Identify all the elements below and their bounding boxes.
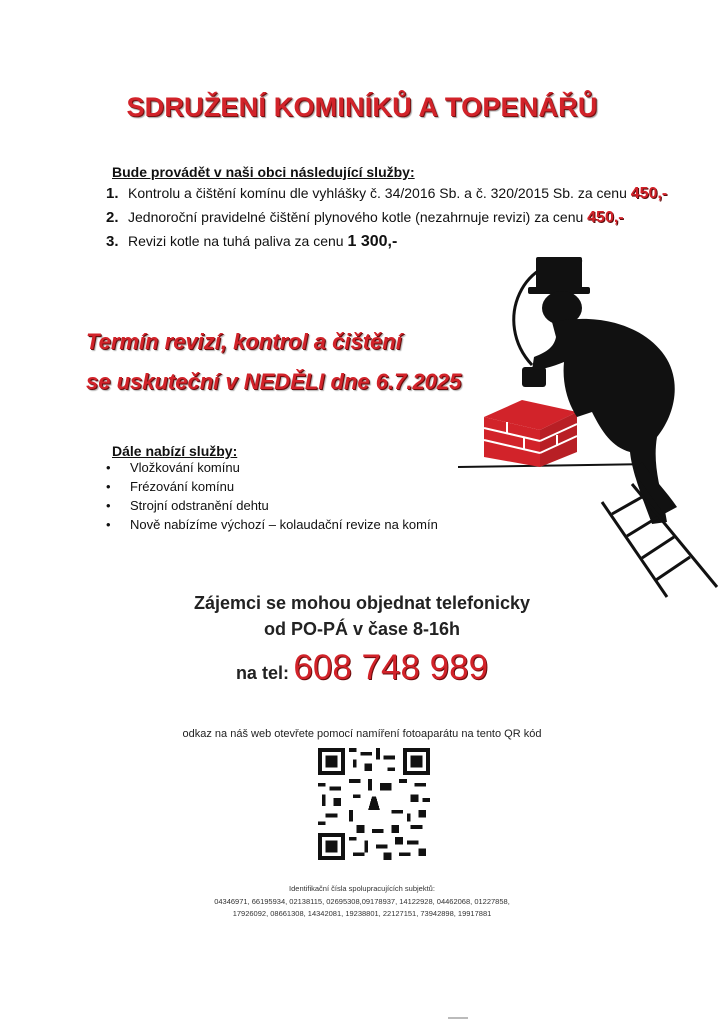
item-text: Jednoroční pravidelné čištění plynového kotle (nezahrnuje revizi) za cenu <box>128 209 588 225</box>
list-item-text: Strojní odstranění dehtu <box>130 498 269 513</box>
bullet-icon: • <box>106 460 111 475</box>
list-item <box>106 477 438 496</box>
scan-mark <box>448 1017 468 1019</box>
contact-info <box>0 590 724 642</box>
services-heading: Bude provádět v naši obci následující služby: <box>112 164 415 180</box>
contact-line-2: od PO-PÁ v čase 8-16h <box>263 619 461 639</box>
bullet-icon: • <box>106 498 111 513</box>
qr-note: odkaz na náš web otevřete pomocí namíření fotoaparátu na tento QR kód <box>182 728 542 740</box>
phone-row <box>0 648 724 688</box>
phone-number: 608 748 989 <box>293 648 489 687</box>
appointment-date-notice <box>86 322 461 402</box>
item-price: 450,- <box>630 185 668 202</box>
chimney-sweep-illustration <box>452 252 724 602</box>
chimney-icon <box>484 400 577 467</box>
chimney-sweep-figure-icon <box>528 257 677 524</box>
phone-label: na tel: <box>235 663 289 683</box>
bullet-icon: • <box>106 517 111 532</box>
termin-line-2: se uskuteční v NEDĚLI dne 6.7.2025 <box>86 369 462 394</box>
contact-line-1: Zájemci se mohou objednat telefonicky <box>193 593 531 613</box>
partner-ids <box>140 896 584 920</box>
list-item <box>106 515 438 534</box>
item-number: 3. <box>106 233 119 250</box>
page-title: SDRUŽENÍ KOMINÍKŮ A TOPENÁŘŮ <box>126 92 598 122</box>
bullet-icon: • <box>106 479 111 494</box>
list-item <box>106 181 667 205</box>
item-number: 1. <box>106 185 119 202</box>
list-item <box>106 496 438 515</box>
item-price: 450,- <box>587 209 624 226</box>
ids-line-1: 04346971, 66195934, 02138115, 02695308,09178937, 14122928, 04462068, 01227858, <box>214 897 510 906</box>
extra-services-list <box>106 458 438 534</box>
item-price: 1 300,- <box>347 233 398 250</box>
item-text: Revizi kotle na tuhá paliva za cenu <box>128 233 348 249</box>
services-list <box>106 181 667 253</box>
ids-heading: Identifikační čísla spolupracujících subjektů: <box>289 884 435 893</box>
termin-line-1: Termín revizí, kontrol a čištění <box>86 329 402 354</box>
extra-services-heading: Dále nabízí služby: <box>112 443 238 459</box>
list-item <box>106 205 667 229</box>
item-number: 2. <box>106 209 119 226</box>
qr-code-icon <box>318 748 430 860</box>
list-item-text: Vložkování komínu <box>130 460 240 475</box>
list-item <box>106 229 667 253</box>
list-item-text: Frézování komínu <box>130 479 235 494</box>
ids-line-2: 17926092, 08661308, 14342081, 19238801, 22127151, 73942898, 19917881 <box>232 909 492 918</box>
list-item-text: Nově nabízíme výchozí – kolaudační revize na komín <box>130 517 438 532</box>
item-text: Kontrolu a čištění komínu dle vyhlášky č. 34/2016 Sb. a č. 320/2015 Sb. za cenu <box>128 185 631 201</box>
list-item <box>106 458 438 477</box>
